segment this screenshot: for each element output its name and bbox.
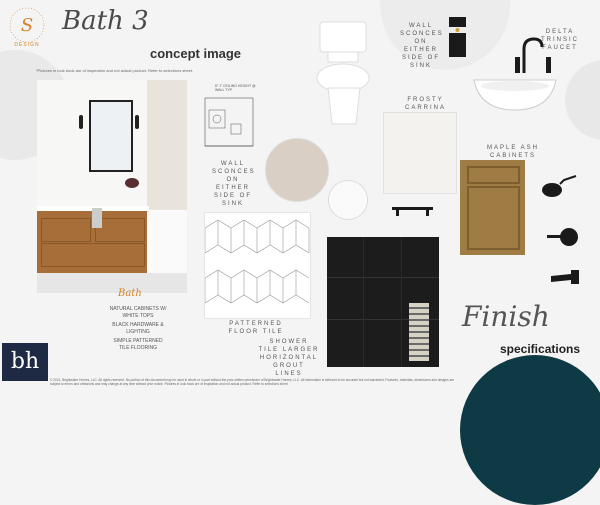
shower-tile-photo bbox=[327, 237, 439, 367]
quartz-swatch bbox=[383, 112, 457, 194]
towel bbox=[92, 208, 102, 228]
floor-tile-swatch bbox=[204, 212, 311, 319]
decor-circle-right bbox=[565, 60, 600, 140]
notes-heading: Bath bbox=[118, 288, 142, 299]
page-title: Bath 3 bbox=[62, 6, 149, 36]
bathroom-photo bbox=[37, 80, 187, 293]
faucet-image bbox=[510, 35, 560, 75]
sconce-right-photo bbox=[135, 115, 139, 129]
finish-word: specifications bbox=[500, 342, 581, 356]
sconce-left-photo bbox=[79, 115, 83, 129]
shower-valve-icon bbox=[545, 225, 583, 250]
mirror bbox=[89, 100, 133, 172]
label-faucet: DELTA TRINSIC FAUCET bbox=[541, 29, 579, 51]
copyright: © 2021, Brightwater Homes, LLC. All rights reserved. No portion of this document may be used in whole or in part without the prior written permission of Brightwater Homes, LLC. All information is believed to be accurate but not warranted. Features, materials, dimensions and designs are subject to errors and omissions and may change at any time without prior notice. Pictures in look book are of inspiration and not actual product. Refer to selections sheet. bbox=[50, 378, 455, 386]
cabinet-swatch bbox=[460, 160, 525, 255]
svg-text:S: S bbox=[20, 15, 34, 36]
toilet-image bbox=[310, 20, 375, 130]
label-quartz: FROSTY CARRINA bbox=[404, 97, 446, 111]
label-sconces-top: WALL SCONCES ON EITHER SIDE OF SINK bbox=[400, 23, 444, 69]
sink-image bbox=[470, 72, 560, 112]
black-sconce bbox=[445, 15, 470, 60]
window bbox=[147, 80, 187, 210]
page-subtitle: concept image bbox=[150, 46, 242, 61]
label-sconces-left: WALL SCONCES ON EITHER SIDE OF SINK bbox=[212, 161, 256, 207]
paint-swatch-white bbox=[328, 180, 368, 220]
teal-circle bbox=[460, 355, 600, 505]
logo-word: DESIGN bbox=[14, 42, 40, 48]
label-shower-tile: SHOWER TILE LARGER HORIZONTAL GROUT LINES bbox=[258, 339, 320, 377]
bh-logo: bh bbox=[2, 343, 48, 381]
black-pull-handle bbox=[390, 204, 435, 218]
drawing-note: 8"-7' CEILING HEIGHT @ WALL TYP. bbox=[215, 84, 256, 92]
notes-item-1: NATURAL CABINETS W/ WHITE TOPS bbox=[109, 306, 167, 319]
label-floor-tile: PATTERNED FLOOR TILE bbox=[228, 321, 284, 335]
paint-swatch-beige bbox=[265, 138, 329, 202]
towel bbox=[409, 303, 429, 361]
shower-head-icon bbox=[540, 172, 580, 202]
tub-spout-icon bbox=[545, 268, 583, 288]
photo-floor bbox=[37, 273, 187, 293]
finish-script: Finish bbox=[462, 300, 550, 333]
notes-item-3: SIMPLE PATTERNED TILE FLOORING bbox=[113, 338, 163, 351]
notes-item-2: BLACK HARDWARE & LIGHTING bbox=[112, 322, 164, 335]
plant bbox=[125, 178, 139, 188]
disclaimer: *Pictures in look book are of inspiration and not actual product. Refer to selections sheet. bbox=[36, 68, 194, 73]
label-cabinets: MAPLE ASH CABINETS bbox=[486, 145, 539, 159]
